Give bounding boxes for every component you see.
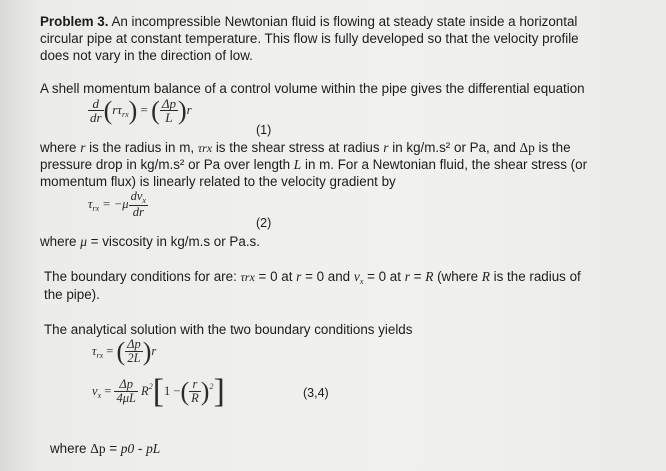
equation-1: $\frac{d}{dr}$ $(r\tau_{rx})$ = ( $\frac{\Delta p}{L}$ )r [90, 95, 192, 126]
viscosity-line: where μ = viscosity in kg/m.s or Pa.s. [40, 234, 260, 249]
where-line-3: momentum flux) is linearly related to the velocity gradient by [40, 174, 396, 189]
eq1-derivative: $\frac{d}{dr}$ [90, 95, 102, 126]
problem-intro-line-1: Problem 3. An incompressible Newtonian fluid is flowing at steady state inside a horizontal [40, 14, 578, 29]
equation-1-number: (1) [256, 123, 272, 137]
shell-balance-line: A shell momentum balance of a control volume within the pipe gives the differential equation [40, 81, 585, 96]
solution-intro: The analytical solution with the two boundary conditions yields [44, 322, 413, 337]
boundary-line-2: the pipe). [44, 287, 100, 302]
where-line-2: pressure drop in kg/m.s² or Pa over length L in m. For a Newtonian fluid, the shear stress (or [40, 157, 588, 172]
equation-2: $\tau_{rx} = -\mu$ $\frac{dv_x}{dr}$ [88, 189, 146, 220]
where-line-1: where r is the radius in m, τrx is the shear stress at radius r in kg/m.s² or Pa, and Δp is the [40, 140, 571, 155]
problem-intro-line-2: circular pipe at constant temperature. This flow is fully developed so that the velocity profile [40, 31, 579, 46]
equation-4: $v_x$ = $\frac{\Delta p}{4\mu L}$ $R^2[1$ −( $\frac{r}{R}$ )$^2$] [92, 373, 225, 410]
equation-3: $\tau_{rx}$ = ( $\frac{\Delta p}{2L}$ )r [92, 337, 157, 366]
equation-3-4-number: (3,4) [303, 386, 329, 400]
boundary-line-1: The boundary conditions for are: τrx = 0 at r = 0 and $v_x = 0$ at r = R (where R is the radius of [44, 269, 581, 286]
problem-intro-line-3: does not vary in the direction of low. [40, 48, 253, 63]
problem-label: Problem 3. [40, 14, 109, 29]
equation-2-number: (2) [256, 216, 272, 230]
pressure-drop-definition: where Δp = p0 - pL [50, 441, 161, 456]
